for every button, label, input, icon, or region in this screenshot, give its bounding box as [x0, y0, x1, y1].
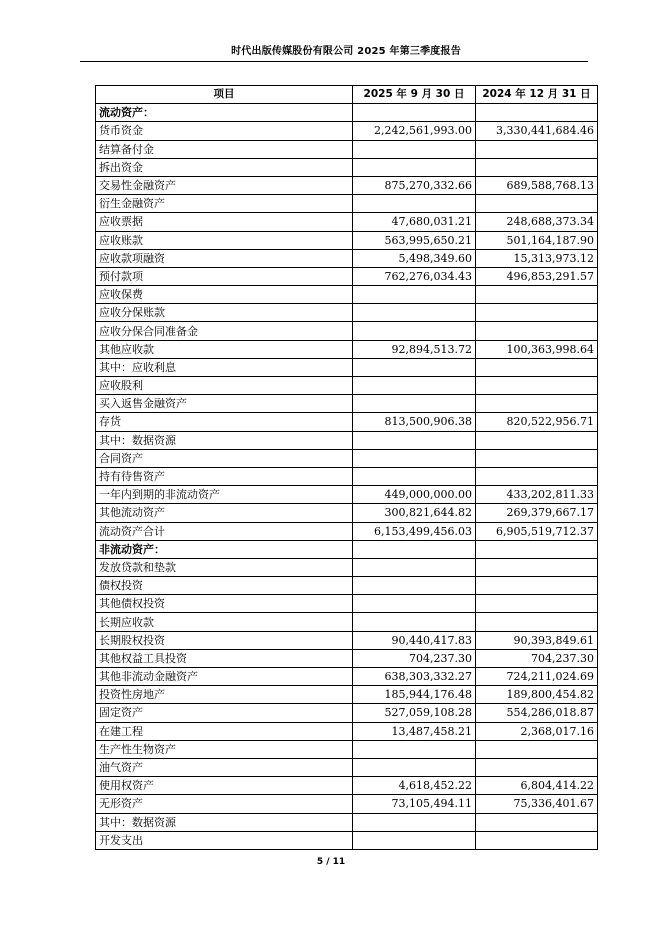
row-value-current: 92,894,513.72	[353, 340, 476, 358]
row-label: 开发支出	[96, 831, 353, 849]
table-row	[96, 467, 598, 485]
report-header-title: 时代出版传媒股份有限公司 2025 年第三季度报告	[231, 46, 461, 57]
row-value-prior: 724,211,024.69	[476, 668, 598, 686]
row-label: 流动资产：	[96, 104, 353, 122]
row-value-current	[353, 467, 476, 485]
row-value-current	[353, 831, 476, 849]
row-label: 油气资产	[96, 758, 353, 776]
row-value-current	[353, 322, 476, 340]
table-row	[96, 358, 598, 376]
table-row	[96, 795, 598, 813]
row-value-prior: 15,313,973.12	[476, 249, 598, 267]
row-label: 其他债权投资	[96, 595, 353, 613]
row-label: 拆出资金	[96, 158, 353, 176]
row-value-prior	[476, 158, 598, 176]
table-row	[96, 613, 598, 631]
table-row	[96, 758, 598, 776]
row-value-prior: 3,330,441,684.46	[476, 122, 598, 140]
table-row	[96, 322, 598, 340]
row-label: 应收账款	[96, 231, 353, 249]
row-value-prior	[476, 304, 598, 322]
row-label: 长期应收款	[96, 613, 353, 631]
row-value-prior	[476, 322, 598, 340]
row-label: 结算备付金	[96, 140, 353, 158]
row-value-prior: 6,905,519,712.37	[476, 522, 598, 540]
row-value-prior	[476, 740, 598, 758]
row-value-current: 73,105,494.11	[353, 795, 476, 813]
row-label: 应收票据	[96, 213, 353, 231]
row-value-prior	[476, 195, 598, 213]
row-label: 发放贷款和垫款	[96, 558, 353, 576]
row-value-prior: 2,368,017.16	[476, 722, 598, 740]
row-value-prior	[476, 140, 598, 158]
table-header-row	[96, 86, 598, 104]
row-value-current	[353, 449, 476, 467]
table-row	[96, 704, 598, 722]
row-value-current: 875,270,332.66	[353, 176, 476, 194]
row-label: 预付款项	[96, 267, 353, 285]
row-value-current: 563,995,650.21	[353, 231, 476, 249]
row-value-current: 13,487,458.21	[353, 722, 476, 740]
table-row	[96, 631, 598, 649]
row-value-prior	[476, 577, 598, 595]
row-value-prior: 189,800,454.82	[476, 686, 598, 704]
row-value-current: 5,498,349.60	[353, 249, 476, 267]
header-divider	[80, 61, 588, 62]
table-row	[96, 286, 598, 304]
row-value-prior	[476, 431, 598, 449]
row-label: 交易性金融资产	[96, 176, 353, 194]
row-value-prior	[476, 558, 598, 576]
row-value-current	[353, 613, 476, 631]
table-section-row	[96, 104, 598, 122]
row-value-current	[353, 813, 476, 831]
table-row	[96, 122, 598, 140]
row-label: 无形资产	[96, 795, 353, 813]
row-value-current	[353, 140, 476, 158]
table-row	[96, 649, 598, 667]
row-value-current	[353, 577, 476, 595]
table-row	[96, 431, 598, 449]
row-label: 买入返售金融资产	[96, 395, 353, 413]
row-value-prior: 501,164,187.90	[476, 231, 598, 249]
row-label: 应收分保账款	[96, 304, 353, 322]
page-number: 5 / 11	[316, 857, 346, 867]
row-value-prior: 90,393,849.61	[476, 631, 598, 649]
table-row	[96, 558, 598, 576]
table-row	[96, 413, 598, 431]
table-row	[96, 522, 598, 540]
row-value-current: 704,237.30	[353, 649, 476, 667]
row-value-prior	[476, 358, 598, 376]
row-value-current	[353, 286, 476, 304]
row-value-prior	[476, 104, 598, 122]
table-row	[96, 577, 598, 595]
table-row	[96, 504, 598, 522]
table-row	[96, 668, 598, 686]
row-value-current	[353, 558, 476, 576]
table-row	[96, 777, 598, 795]
table-row	[96, 449, 598, 467]
row-value-current	[353, 431, 476, 449]
table-row	[96, 213, 598, 231]
table-row	[96, 195, 598, 213]
table-row	[96, 813, 598, 831]
table-row	[96, 140, 598, 158]
row-value-prior: 100,363,998.64	[476, 340, 598, 358]
table-row	[96, 831, 598, 849]
row-value-prior: 554,286,018.87	[476, 704, 598, 722]
row-value-prior: 75,336,401.67	[476, 795, 598, 813]
table-row	[96, 595, 598, 613]
row-label: 存货	[96, 413, 353, 431]
row-label: 应收股利	[96, 377, 353, 395]
row-value-current	[353, 104, 476, 122]
row-value-prior	[476, 449, 598, 467]
row-value-current: 300,821,644.82	[353, 504, 476, 522]
row-value-prior	[476, 286, 598, 304]
row-label: 其他权益工具投资	[96, 649, 353, 667]
row-label: 长期股权投资	[96, 631, 353, 649]
row-label: 其他非流动金融资产	[96, 668, 353, 686]
row-label: 流动资产合计	[96, 522, 353, 540]
row-value-current: 449,000,000.00	[353, 486, 476, 504]
row-value-current	[353, 540, 476, 558]
table-row	[96, 267, 598, 285]
column-header-item: 项目	[96, 86, 353, 104]
row-label: 合同资产	[96, 449, 353, 467]
row-value-prior: 689,588,768.13	[476, 176, 598, 194]
row-label: 货币资金	[96, 122, 353, 140]
table-row	[96, 686, 598, 704]
row-value-current: 90,440,417.83	[353, 631, 476, 649]
table-row	[96, 249, 598, 267]
row-value-current	[353, 377, 476, 395]
row-label: 其中：数据资源	[96, 813, 353, 831]
row-value-current	[353, 304, 476, 322]
row-value-current: 185,944,176.48	[353, 686, 476, 704]
row-label: 持有待售资产	[96, 467, 353, 485]
row-label: 债权投资	[96, 577, 353, 595]
row-label: 投资性房地产	[96, 686, 353, 704]
row-value-current: 47,680,031.21	[353, 213, 476, 231]
table-row	[96, 377, 598, 395]
table-row	[96, 176, 598, 194]
row-value-prior: 6,804,414.22	[476, 777, 598, 795]
row-label: 其他应收款	[96, 340, 353, 358]
row-value-current: 2,242,561,993.00	[353, 122, 476, 140]
row-value-current	[353, 758, 476, 776]
table-section-row	[96, 540, 598, 558]
row-value-current: 6,153,499,456.03	[353, 522, 476, 540]
table-row	[96, 231, 598, 249]
row-value-prior: 433,202,811.33	[476, 486, 598, 504]
row-label: 非流动资产：	[96, 540, 353, 558]
row-value-prior	[476, 540, 598, 558]
row-label: 其中：数据资源	[96, 431, 353, 449]
row-value-current: 4,618,452.22	[353, 777, 476, 795]
table-row	[96, 740, 598, 758]
row-label: 其中：应收利息	[96, 358, 353, 376]
row-value-current	[353, 195, 476, 213]
table-body	[96, 104, 598, 850]
row-value-prior	[476, 831, 598, 849]
row-label: 应收款项融资	[96, 249, 353, 267]
row-value-prior: 496,853,291.57	[476, 267, 598, 285]
row-label: 应收分保合同准备金	[96, 322, 353, 340]
row-label: 生产性生物资产	[96, 740, 353, 758]
row-label: 其他流动资产	[96, 504, 353, 522]
table-row	[96, 722, 598, 740]
row-value-current	[353, 158, 476, 176]
row-value-prior	[476, 613, 598, 631]
row-value-current: 527,059,108.28	[353, 704, 476, 722]
row-value-current: 813,500,906.38	[353, 413, 476, 431]
row-value-current	[353, 740, 476, 758]
row-value-prior: 269,379,667.17	[476, 504, 598, 522]
row-value-prior	[476, 595, 598, 613]
row-label: 衍生金融资产	[96, 195, 353, 213]
row-value-prior	[476, 377, 598, 395]
row-label: 固定资产	[96, 704, 353, 722]
table-row	[96, 395, 598, 413]
row-value-prior	[476, 758, 598, 776]
row-value-prior	[476, 395, 598, 413]
table-row	[96, 340, 598, 358]
row-value-prior	[476, 813, 598, 831]
row-value-prior	[476, 467, 598, 485]
row-value-prior: 704,237.30	[476, 649, 598, 667]
row-label: 使用权资产	[96, 777, 353, 795]
column-header-current-period: 2025 年 9 月 30 日	[353, 86, 476, 104]
row-label: 在建工程	[96, 722, 353, 740]
row-value-current	[353, 395, 476, 413]
row-value-current	[353, 595, 476, 613]
column-header-prior-period: 2024 年 12 月 31 日	[476, 86, 598, 104]
row-label: 一年内到期的非流动资产	[96, 486, 353, 504]
row-value-current	[353, 358, 476, 376]
balance-sheet-table	[95, 85, 598, 850]
row-value-prior: 820,522,956.71	[476, 413, 598, 431]
table-row	[96, 304, 598, 322]
table-row	[96, 486, 598, 504]
row-value-current: 762,276,034.43	[353, 267, 476, 285]
row-label: 应收保费	[96, 286, 353, 304]
row-value-current: 638,303,332.27	[353, 668, 476, 686]
row-value-prior: 248,688,373.34	[476, 213, 598, 231]
table-row	[96, 158, 598, 176]
